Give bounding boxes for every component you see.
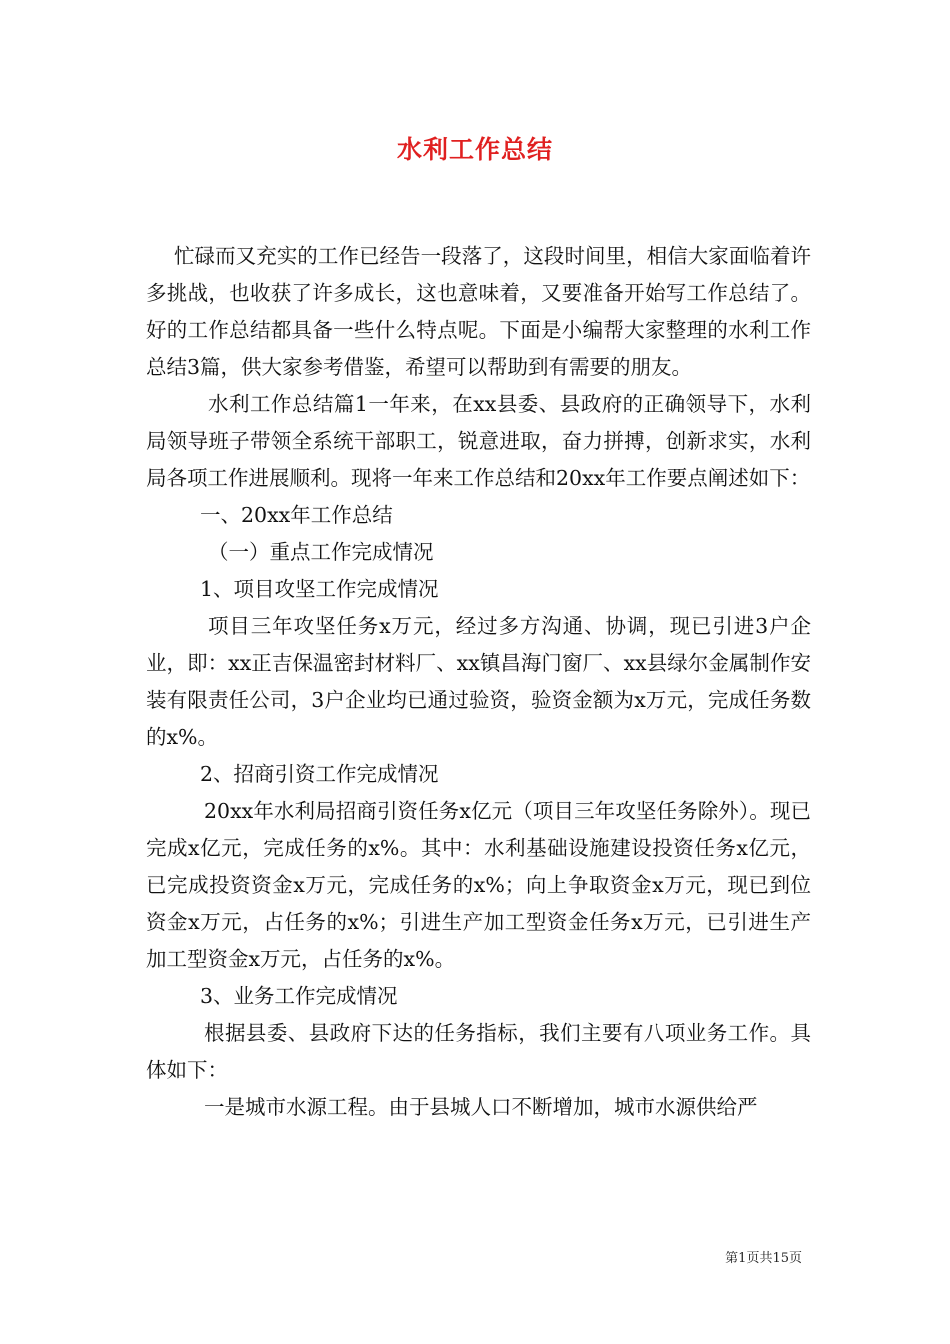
- paragraph-article-1: 水利工作总结篇1一年来，在xx县委、县政府的正确领导下，水利局领导班子带领全系统干部职工，锐意进取，奋力拼搏，创新求实，水利局各项工作进展顺利。现将一年来工作总结和20xx年工作要点阐述如下：: [146, 392, 811, 490]
- heading-subsection-1: （一）重点工作完成情况: [208, 540, 434, 564]
- heading-item-2: 2、招商引资工作完成情况: [200, 762, 439, 786]
- document-title: 水利工作总结: [396, 135, 553, 164]
- heading-item-3: 3、业务工作完成情况: [200, 984, 398, 1008]
- document-body: [146, 238, 811, 1126]
- heading-item-1: 1、项目攻坚工作完成情况: [200, 577, 439, 601]
- paragraph-intro: 忙碌而又充实的工作已经告一段落了，这段时间里，相信大家面临着许多挑战，也收获了许多成长，这也意味着，又要准备开始写工作总结了。好的工作总结都具备一些什么特点呢。下面是小编帮大家整理的水利工作总结3篇，供大家参考借鉴，希望可以帮助到有需要的朋友。: [146, 244, 811, 379]
- paragraph-item-1: 项目三年攻坚任务x万元，经过多方沟通、协调，现已引进3户企业，即：xx正吉保温密封材料厂、xx镇昌海门窗厂、xx县绿尔金属制作安装有限责任公司，3户企业均已通过验资，验资金额为x万元，完成任务数的x%。: [146, 614, 811, 749]
- paragraph-item-3: 根据县委、县政府下达的任务指标，我们主要有八项业务工作。具体如下：: [146, 1021, 811, 1082]
- paragraph-item-2: 20xx年水利局招商引资任务x亿元（项目三年攻坚任务除外）。现已完成x亿元，完成任务的x%。其中：水利基础设施建设投资任务x亿元，已完成投资资金x万元，完成任务的x%；向上争取资金x万元，现已到位资金x万元，占任务的x%；引进生产加工型资金任务x万元，已引进生产加工型资金x万元，占任务的x%。: [146, 799, 811, 971]
- page-number: 第1页共15页: [725, 1251, 802, 1266]
- heading-section-1: 一、20xx年工作总结: [200, 503, 393, 527]
- paragraph-item-3-1: 一是城市水源工程。由于县城人口不断增加，城市水源供给严: [204, 1095, 758, 1119]
